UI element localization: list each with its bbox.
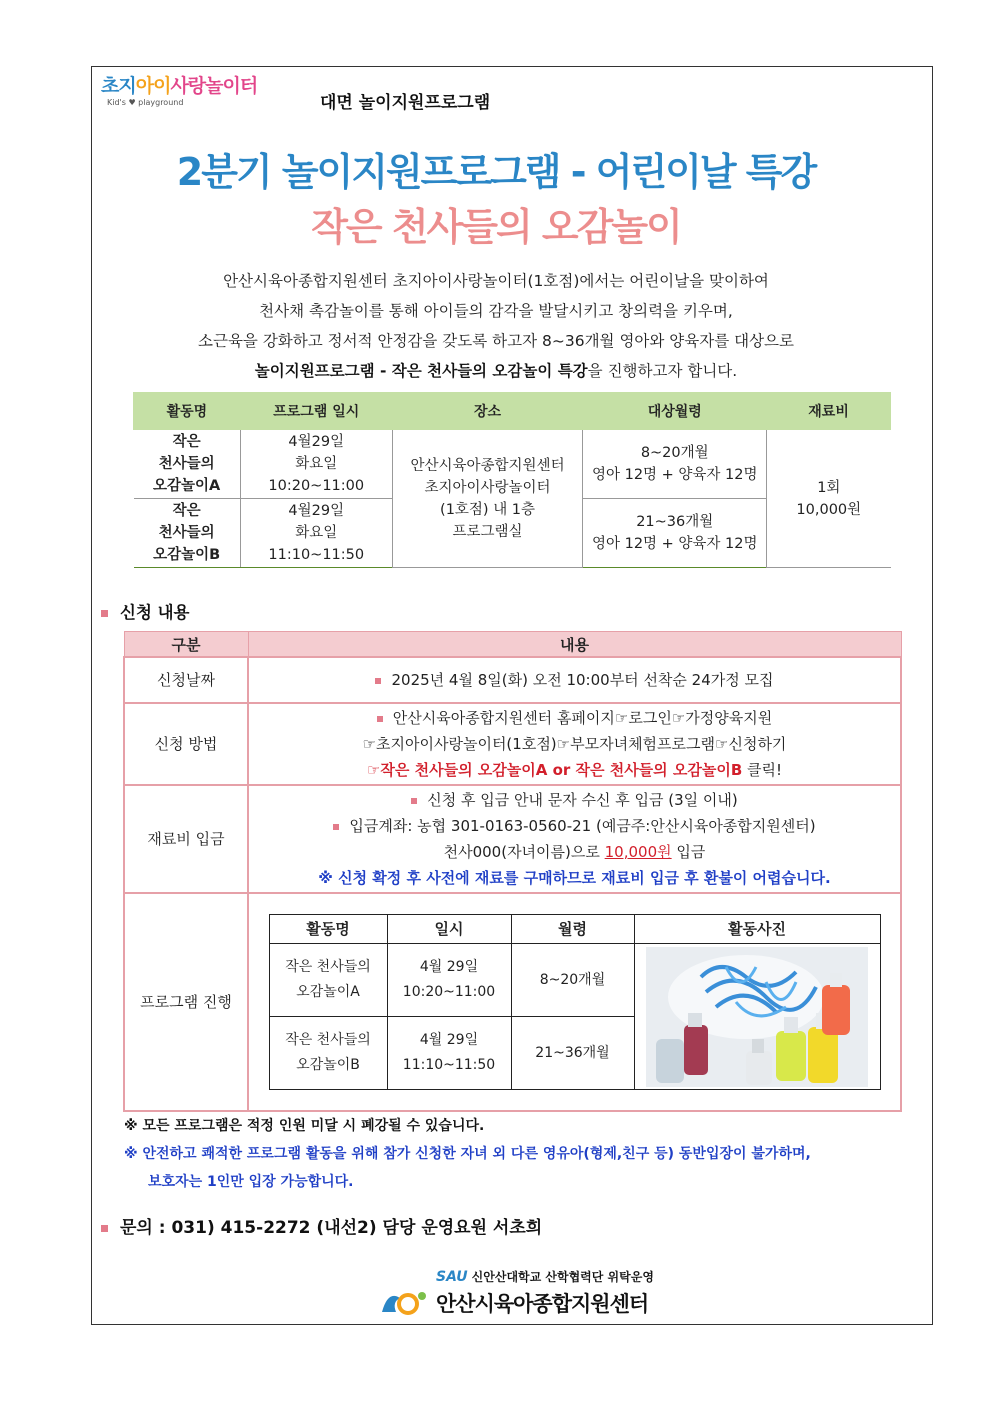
program-detail-table bbox=[269, 914, 881, 1090]
center-logo-icon bbox=[378, 1286, 430, 1322]
application-table bbox=[123, 631, 902, 1112]
method-line-3-rest: 클릭! bbox=[742, 761, 783, 779]
activity-name-b bbox=[134, 499, 241, 568]
app-header-content: 내용 bbox=[248, 632, 901, 658]
app-fee-content bbox=[248, 785, 901, 893]
fee-line-1 bbox=[250, 787, 899, 813]
header-datetime: 프로그램 일시 bbox=[240, 393, 392, 430]
activity-b-line-1: 작은 bbox=[172, 503, 201, 519]
app-date-content bbox=[248, 657, 901, 703]
fee-line-1-text: 신청 후 입금 안내 문자 수신 후 입금 (3일 이내) bbox=[427, 791, 738, 809]
age-a-line-2: 영아 12명 + 양육자 12명 bbox=[591, 467, 758, 483]
sub-title: 작은 천사들의 오감놀이 bbox=[311, 205, 681, 249]
bullet-icon bbox=[377, 716, 383, 722]
intro-bold-text: 놀이지원프로그램 - 작은 천사들의 오감놀이 특강 bbox=[254, 362, 588, 380]
detail-age-b: 21~36개월 bbox=[511, 1017, 634, 1090]
app-date-label: 신청날짜 bbox=[124, 657, 248, 703]
place-line-2: 초지아이사랑놀이터 bbox=[424, 479, 551, 496]
activity-b-line-2: 천사들의 bbox=[158, 525, 215, 541]
app-row-progress bbox=[124, 893, 901, 1111]
date-b-line-1: 4월29일 bbox=[288, 503, 345, 519]
app-progress-label: 프로그램 진행 bbox=[124, 893, 248, 1111]
detail-header-age: 월령 bbox=[511, 915, 634, 944]
detail-activity-a bbox=[269, 944, 387, 1017]
contact-bullet-icon bbox=[101, 1225, 108, 1232]
method-line-1-text: 안산시육아종합지원센터 홈페이지☞로그인☞가정양육지원 bbox=[392, 709, 773, 727]
logo-text-4: 놀이터 bbox=[205, 75, 258, 97]
detail-b-date-1: 4월 29일 bbox=[419, 1032, 479, 1048]
detail-a-date-2: 10:20~11:00 bbox=[402, 984, 496, 1000]
method-line-2: ☞초지아이사랑놀이터(1호점)☞부모자녀체험프로그램☞신청하기 bbox=[362, 735, 787, 753]
footer-operator bbox=[436, 1268, 654, 1285]
main-title: 2분기 놀이지원프로그램 - 어린이날 특강 bbox=[176, 150, 816, 194]
date-b-line-2: 화요일 bbox=[295, 525, 338, 541]
app-method-content bbox=[248, 703, 901, 785]
age-a bbox=[583, 430, 767, 499]
date-a-line-1: 4월29일 bbox=[288, 434, 345, 450]
app-progress-content bbox=[248, 893, 901, 1111]
intro-line-3: 소근육을 강화하고 정서적 안정감을 갖도록 하고자 8~36개월 영아와 양육자를 대상으로 bbox=[198, 332, 794, 350]
detail-datetime-a bbox=[387, 944, 511, 1017]
footer-center-name: 안산시육아종합지원센터 bbox=[436, 1292, 649, 1316]
contact-text: 문의 : 031) 415-2272 (내선2) 담당 운영요원 서초희 bbox=[120, 1218, 543, 1238]
schedule-row-a bbox=[134, 430, 891, 499]
kids-playground-logo bbox=[101, 74, 311, 114]
activity-photo-cell bbox=[634, 944, 880, 1090]
detail-activity-b bbox=[269, 1017, 387, 1090]
logo-subtext: Kid's ♥ playground bbox=[107, 98, 184, 107]
app-row-method bbox=[124, 703, 901, 785]
age-b bbox=[583, 499, 767, 568]
fee-line-3 bbox=[250, 839, 899, 865]
header-place: 장소 bbox=[392, 393, 583, 430]
activity-photo bbox=[646, 947, 868, 1087]
fee-cell bbox=[767, 430, 891, 568]
detail-header-row bbox=[269, 915, 880, 944]
detail-header-datetime: 일시 bbox=[387, 915, 511, 944]
activity-a-line-2: 천사들의 bbox=[158, 456, 215, 472]
app-method-label: 신청 방법 bbox=[124, 703, 248, 785]
method-line-1 bbox=[250, 705, 899, 731]
logo-text-1: 초지 bbox=[101, 75, 136, 97]
app-header-category: 구분 bbox=[124, 632, 248, 658]
program-type-label: 대면 놀이지원프로그램 bbox=[320, 93, 491, 113]
header-age: 대상월령 bbox=[583, 393, 767, 430]
detail-b-name-1: 작은 천사들의 bbox=[285, 1032, 371, 1048]
intro-paragraph bbox=[0, 266, 992, 386]
intro-line-4-rest: 을 진행하고자 합니다. bbox=[587, 362, 738, 380]
bullet-icon bbox=[411, 798, 417, 804]
method-line-3 bbox=[250, 757, 899, 783]
schedule-table bbox=[133, 392, 891, 568]
detail-b-date-2: 11:10~11:50 bbox=[402, 1057, 496, 1073]
age-a-line-1: 8~20개월 bbox=[640, 445, 709, 461]
app-date-text: 2025년 4월 8일(화) 오전 10:00부터 선착순 24가정 모집 bbox=[391, 671, 774, 689]
application-title-text: 신청 내용 bbox=[120, 603, 190, 622]
activity-b-line-3: 오감놀이B bbox=[153, 547, 221, 563]
sensory-play-photo-icon bbox=[646, 947, 868, 1087]
detail-b-name-2: 오감놀이B bbox=[296, 1057, 360, 1073]
sau-logo: SAU bbox=[436, 1269, 468, 1285]
place-cell bbox=[392, 430, 583, 568]
age-b-line-1: 21~36개월 bbox=[636, 514, 714, 530]
activity-a-line-3: 오감놀이A bbox=[153, 478, 221, 494]
refund-notice: ※ 신청 확정 후 사전에 재료를 구매하므로 재료비 입금 후 환불이 어렵습니다. bbox=[318, 869, 831, 887]
age-b-line-2: 영아 12명 + 양육자 12명 bbox=[591, 536, 758, 552]
fee-line-1: 1회 bbox=[817, 479, 841, 496]
fee-line-3-post: 입금 bbox=[671, 843, 706, 861]
date-a-line-2: 화요일 bbox=[295, 456, 338, 472]
activity-name-a bbox=[134, 430, 241, 499]
app-row-date bbox=[124, 657, 901, 703]
fee-line-2 bbox=[250, 813, 899, 839]
detail-a-name-2: 오감놀이A bbox=[296, 984, 360, 1000]
place-line-4: 프로그램실 bbox=[452, 523, 523, 540]
place-line-1: 안산시육아종합지원센터 bbox=[410, 457, 565, 474]
contact-line bbox=[101, 1213, 542, 1238]
application-section-title bbox=[101, 599, 190, 623]
detail-a-date-1: 4월 29일 bbox=[419, 959, 479, 975]
header-fee: 재료비 bbox=[767, 393, 891, 430]
footer-operator-text: 신안산대학교 산학협력단 위탁운영 bbox=[471, 1270, 654, 1284]
method-line-3-red: ☞작은 천사들의 오감놀이A or 작은 천사들의 오감놀이B bbox=[366, 761, 743, 779]
fee-amount: 10,000원 bbox=[604, 843, 672, 861]
activity-a-line-1: 작은 bbox=[172, 434, 201, 450]
detail-header-activity: 활동명 bbox=[269, 915, 387, 944]
intro-line-4 bbox=[0, 356, 992, 386]
bullet-icon bbox=[375, 678, 381, 684]
application-header-row bbox=[124, 632, 901, 658]
app-row-fee bbox=[124, 785, 901, 893]
date-b-line-3: 11:10~11:50 bbox=[268, 547, 365, 563]
bullet-icon bbox=[333, 824, 339, 830]
place-line-3: (1호점) 내 1층 bbox=[440, 501, 536, 518]
header-activity: 활동명 bbox=[134, 393, 241, 430]
schedule-header-row bbox=[134, 393, 891, 430]
date-a-line-3: 10:20~11:00 bbox=[268, 478, 365, 494]
note-admission: ※ 안전하고 쾌적한 프로그램 활동을 위해 참가 신청한 자녀 외 다른 영유아(형제,친구 등) 동반입장이 불가하며, bbox=[124, 1146, 811, 1162]
intro-line-1: 안산시육아종합지원센터 초지아이사랑놀이터(1호점)에서는 어린이날을 맞이하여 bbox=[223, 272, 769, 290]
logo-text-3: 사랑 bbox=[170, 75, 206, 97]
detail-row-a bbox=[269, 944, 880, 1017]
datetime-a bbox=[240, 430, 392, 499]
fee-line-2: 10,000원 bbox=[796, 501, 862, 518]
fee-line-3-pre: 천사000(자녀이름)으로 bbox=[443, 843, 605, 861]
note-guardian: 보호자는 1인만 입장 가능합니다. bbox=[148, 1174, 354, 1190]
intro-line-2: 천사채 촉감놀이를 통해 아이들의 감각을 발달시키고 창의력을 키우며, bbox=[259, 302, 733, 320]
detail-datetime-b bbox=[387, 1017, 511, 1090]
notes-block bbox=[124, 1112, 811, 1196]
detail-header-photo: 활동사진 bbox=[634, 915, 880, 944]
logo-text-2: 아이 bbox=[135, 75, 171, 97]
section-bullet-icon bbox=[101, 610, 108, 617]
datetime-b bbox=[240, 499, 392, 568]
fee-line-2-text: 입금계좌: 농협 301-0163-0560-21 (예금주:안산시육아종합지원센터) bbox=[349, 817, 816, 835]
note-cancellation: ※ 모든 프로그램은 적정 인원 미달 시 폐강될 수 있습니다. bbox=[124, 1118, 485, 1134]
app-fee-label: 재료비 입금 bbox=[124, 785, 248, 893]
detail-a-name-1: 작은 천사들의 bbox=[285, 959, 371, 975]
detail-age-a: 8~20개월 bbox=[511, 944, 634, 1017]
